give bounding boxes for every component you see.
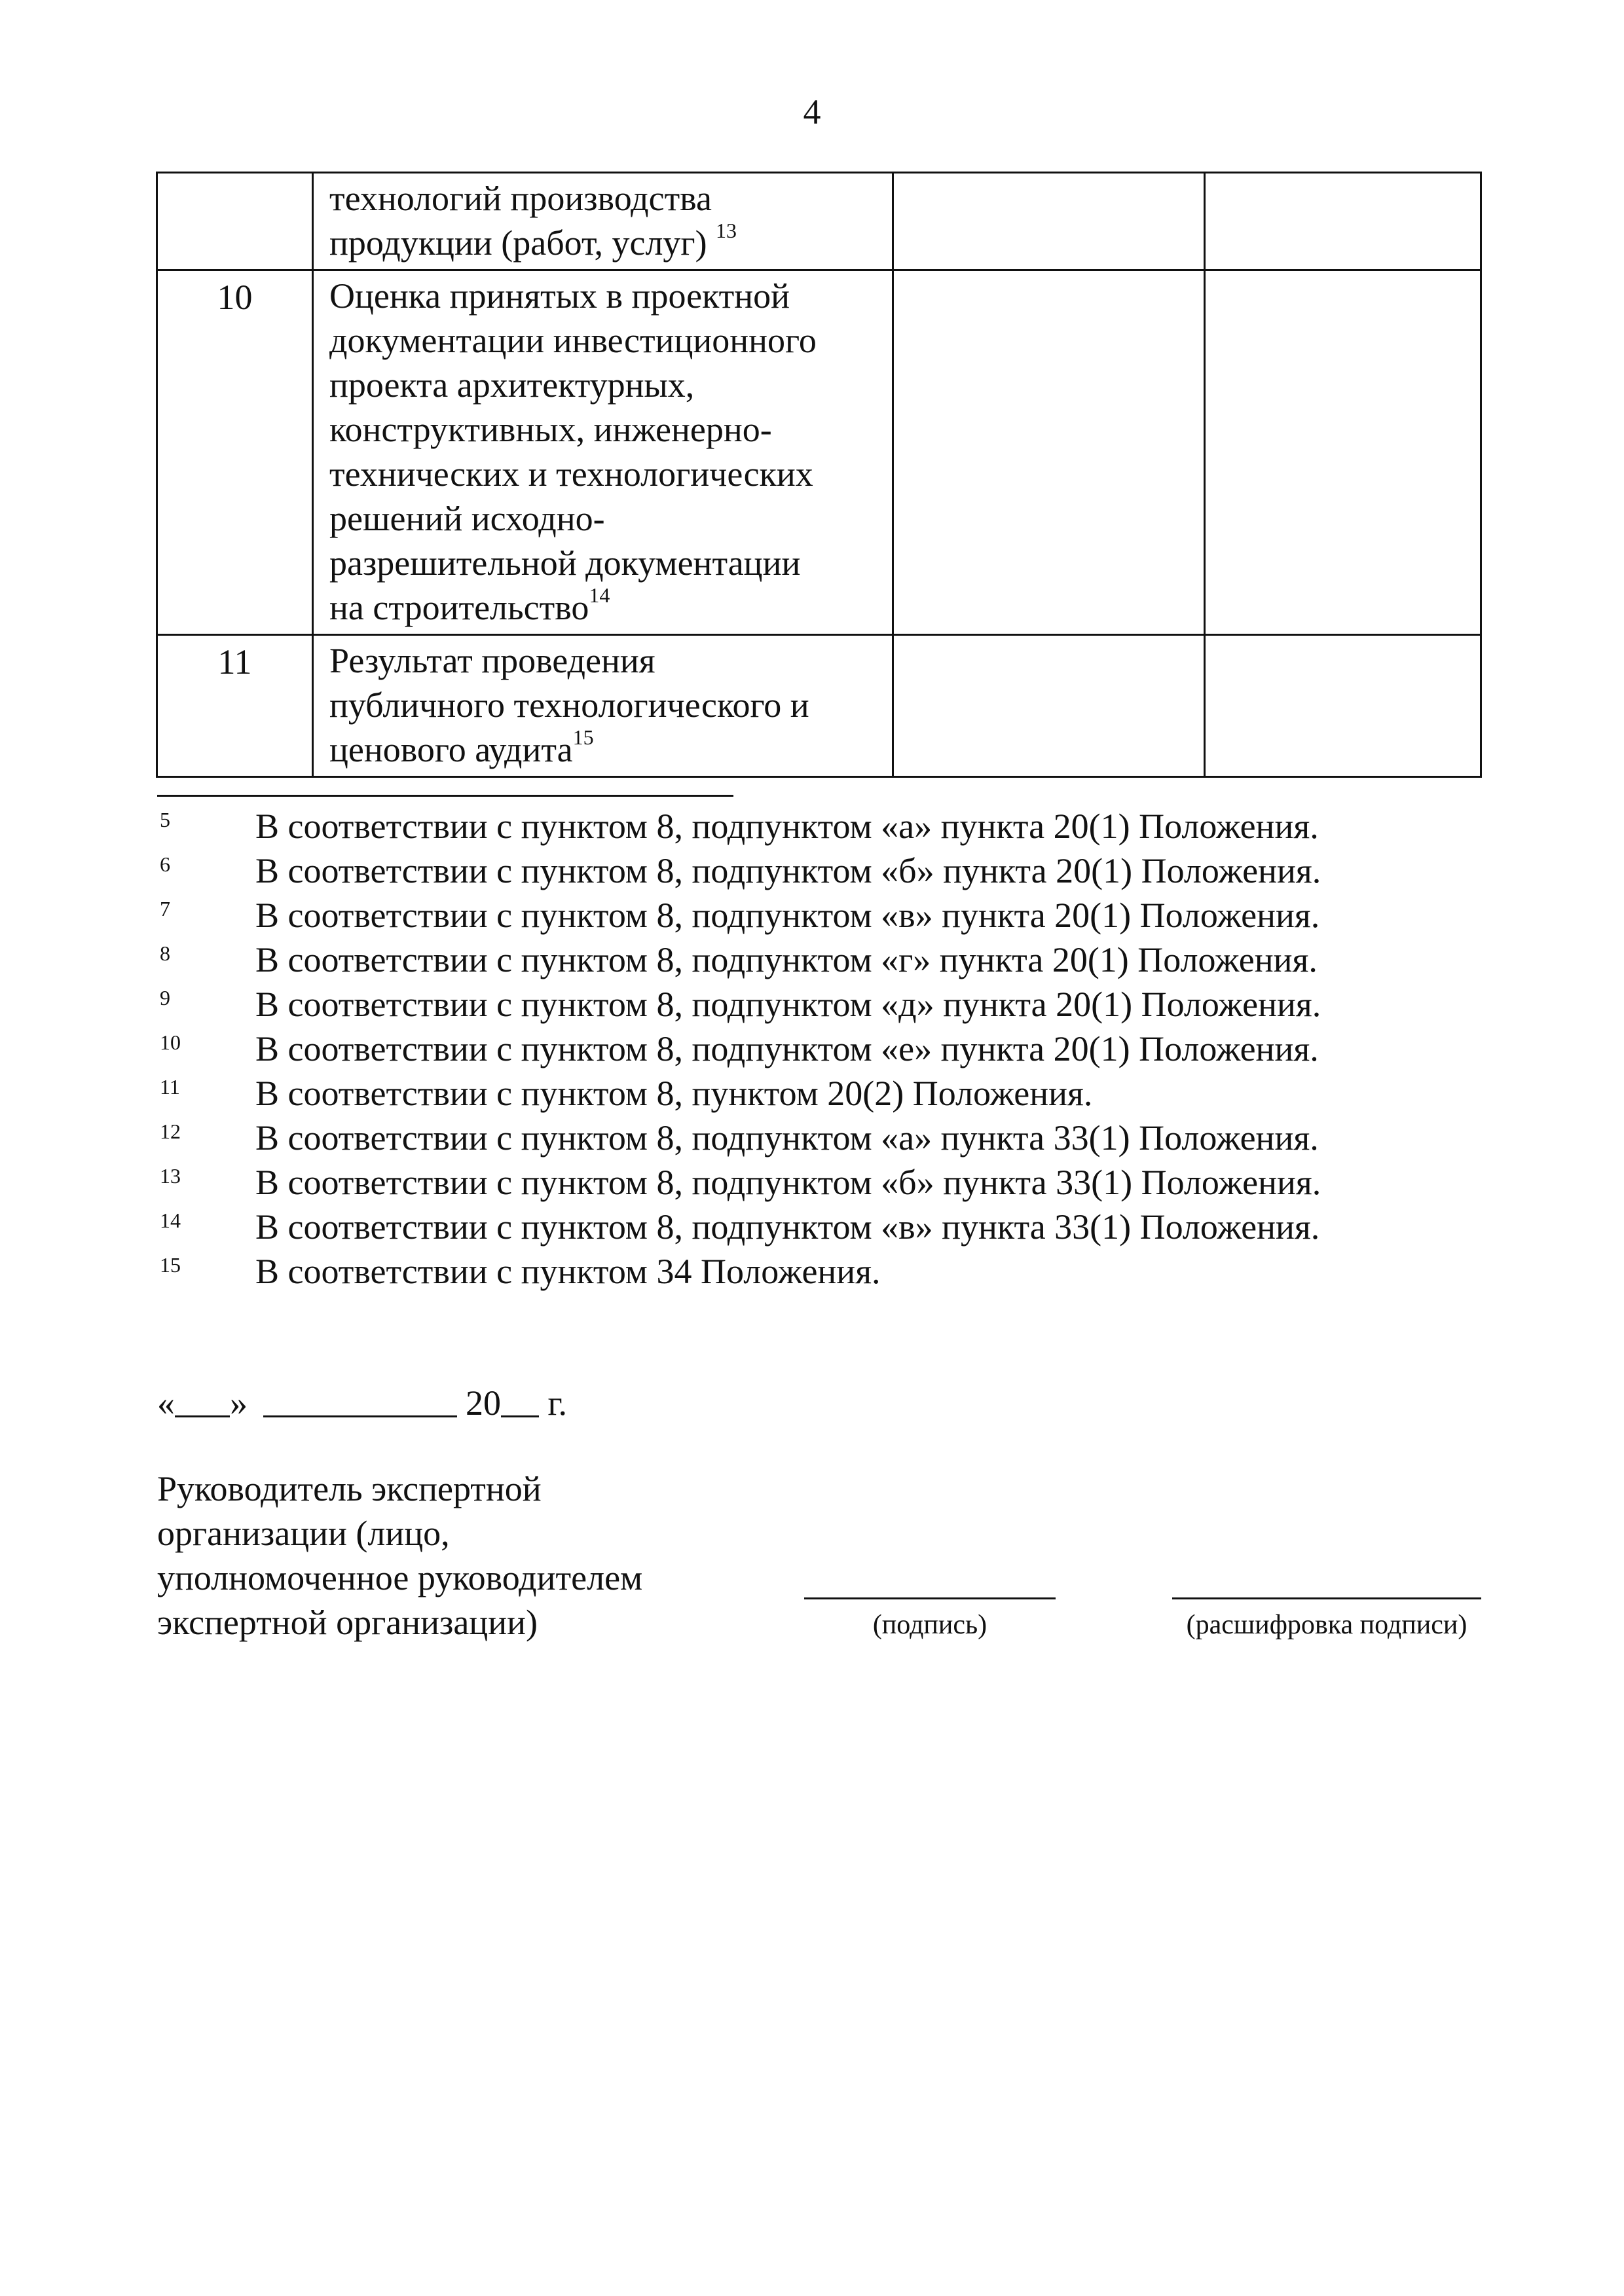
footnote: 15 В соответствии с пунктом 34 Положения.: [160, 1252, 881, 1291]
empty-cell: [893, 270, 1205, 635]
empty-cell: [893, 635, 1205, 777]
footnote: 13 В соответствии с пунктом 8, подпунктом «б» пункта 33(1) Положения.: [160, 1163, 1321, 1202]
footnotes: [157, 804, 1467, 1294]
footnote-ref: 14: [589, 583, 610, 607]
row-number: 10: [157, 270, 313, 635]
row-number: 11: [157, 635, 313, 777]
assessment-table: [156, 172, 1482, 778]
footnote: 11 В соответствии с пунктом 8, пунктом 20(2) Положения.: [160, 1074, 1093, 1113]
footnote: 14 В соответствии с пунктом 8, подпунктом «в» пункта 33(1) Положения.: [160, 1207, 1320, 1247]
row-number: [157, 173, 313, 270]
footnote-ref: 13: [716, 219, 737, 242]
signature-decoding-line: [1172, 1597, 1481, 1599]
footnote: 6 В соответствии с пунктом 8, подпунктом «б» пункта 20(1) Положения.: [160, 851, 1321, 890]
table-row: [157, 635, 1481, 777]
table-row: [157, 173, 1481, 270]
date-close-quote: »: [230, 1383, 248, 1423]
empty-cell: [1205, 173, 1481, 270]
signature-caption: (подпись): [872, 1610, 987, 1640]
day-blank: [175, 1383, 230, 1417]
row-description: Оценка принятых в проектной документации инвестиционного проекта архитектурных, конструктивных, инженерно- технических и технологических решений исходно- разрешительной документации на строительство$^{14}$: [313, 270, 893, 635]
signature-line: [804, 1597, 1056, 1599]
footnote: 12 В соответствии с пунктом 8, подпунктом «а» пункта 33(1) Положения.: [160, 1118, 1319, 1157]
signer-title: Руководитель экспертной организации (лицо, уполномоченное руководителем экспертной организации): [157, 1469, 643, 1642]
table-row: [157, 270, 1481, 635]
footnote: 10 В соответствии с пунктом 8, подпунктом «е» пункта 20(1) Положения.: [160, 1029, 1319, 1068]
page-number: 4: [803, 92, 821, 132]
signature-decoding-caption: (расшифровка подписи): [1186, 1610, 1467, 1640]
row-description: Результат проведения публичного технологического и ценового аудита$^{15}$: [313, 635, 893, 777]
footnote: 7 В соответствии с пунктом 8, подпунктом «в» пункта 20(1) Положения.: [160, 896, 1320, 935]
footnote: 9 В соответствии с пунктом 8, подпунктом «д» пункта 20(1) Положения.: [160, 985, 1321, 1024]
year-prefix: 20: [466, 1383, 501, 1423]
empty-cell: [1205, 635, 1481, 777]
year-blank: [501, 1383, 539, 1417]
month-blank: [263, 1383, 457, 1417]
year-suffix: г.: [547, 1383, 568, 1423]
empty-cell: [893, 173, 1205, 270]
row-description: технологий производства продукции (работ, услуг) $^{13}$: [313, 173, 893, 270]
footnote-ref: 15: [572, 725, 594, 749]
footnote-separator: [157, 795, 733, 797]
date-open-quote: «: [157, 1383, 175, 1423]
date-field: [157, 1380, 567, 1426]
empty-cell: [1205, 270, 1481, 635]
footnote: 8 В соответствии с пунктом 8, подпунктом «г» пункта 20(1) Положения.: [160, 940, 1318, 979]
footnote: 5 В соответствии с пунктом 8, подпунктом «а» пункта 20(1) Положения.: [160, 807, 1319, 846]
